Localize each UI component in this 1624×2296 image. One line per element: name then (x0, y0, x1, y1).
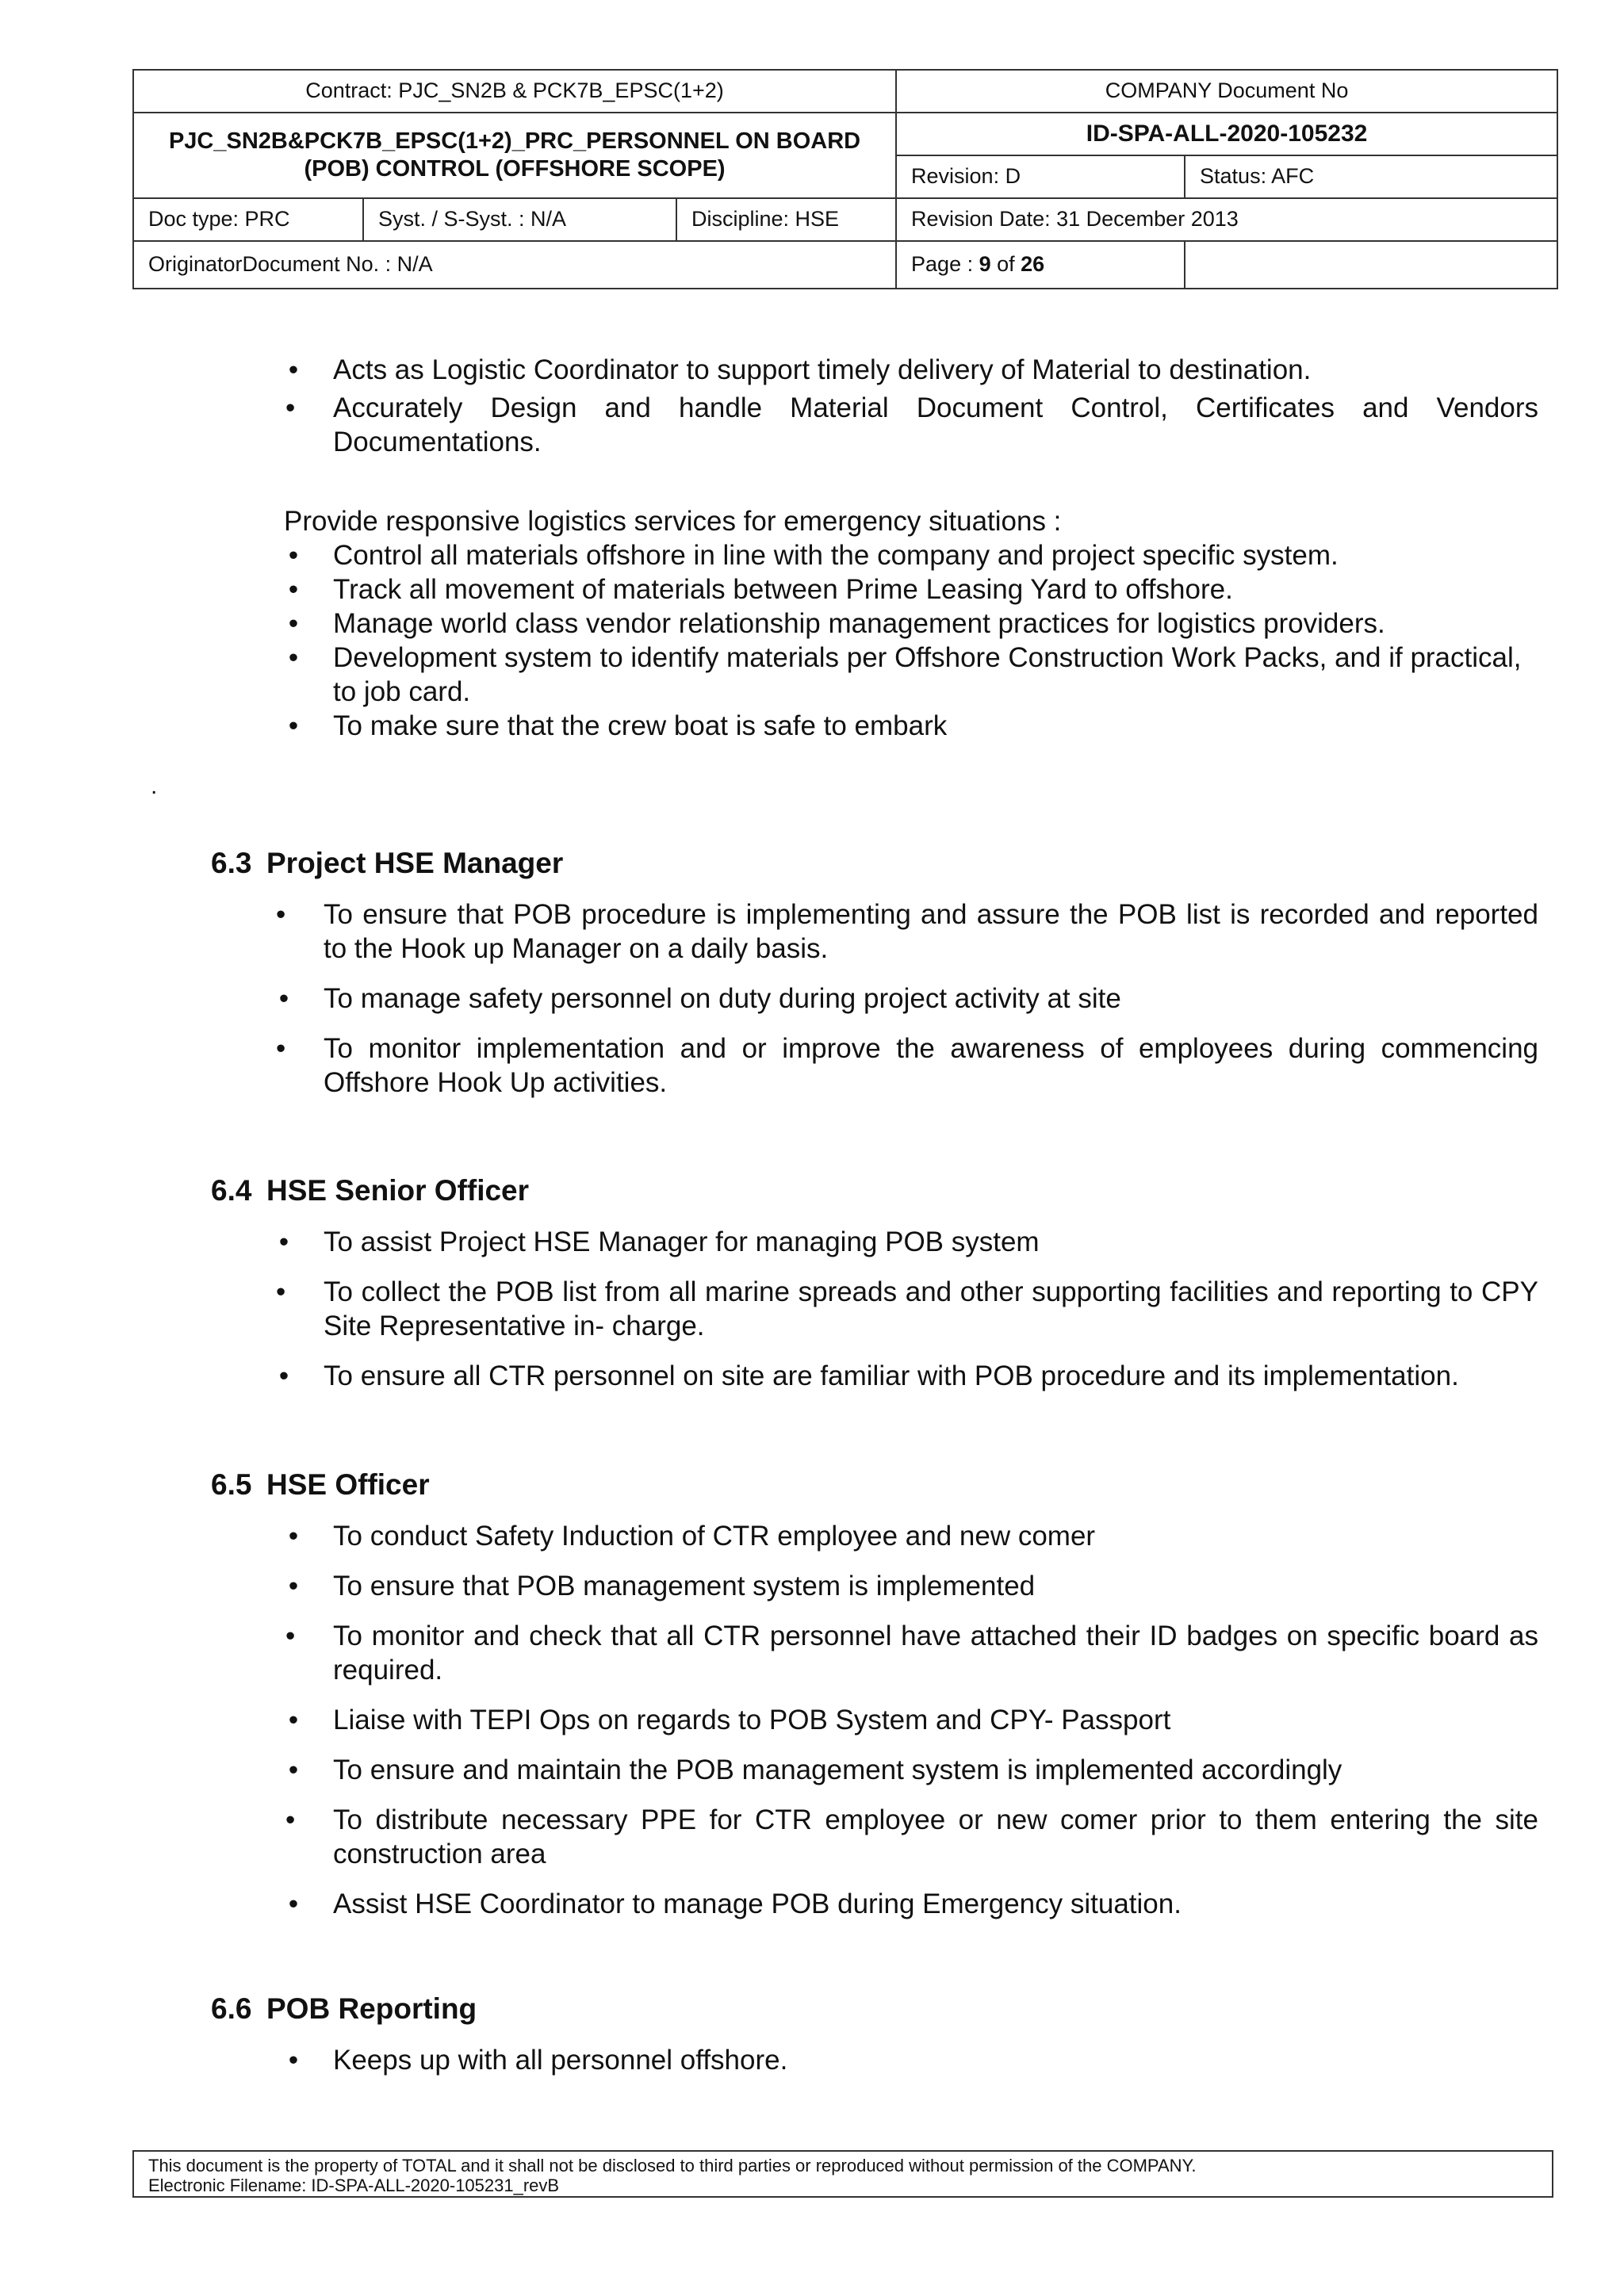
company-doc-number: ID-SPA-ALL-2020-105232 (896, 113, 1557, 155)
emergency-bullet-list (288, 538, 1538, 743)
list-item: • Control all materials offshore in line with the company and project specific system. (333, 538, 1538, 572)
bullet-icon: • (285, 392, 296, 423)
list-item: • Acts as Logistic Coordinator to support timely delivery of Material to destination. (333, 353, 1538, 387)
contract-cell: Contract: PJC_SN2B & PCK7B_EPSC(1+2) (133, 70, 896, 113)
footer-property-notice: This document is the property of TOTAL and it shall not be disclosed to third parties or reproduced without permission of the COMPANY. (148, 2156, 1197, 2175)
section-heading-6-6: 6.6 POB Reporting (211, 1992, 477, 2025)
company-doc-label: COMPANY Document No (896, 70, 1557, 113)
page-prefix: Page : (911, 252, 979, 277)
list-item: • Liaise with TEPI Ops on regards to POB System and CPY- Passport (333, 1703, 1538, 1737)
page-number: 9 (979, 252, 991, 277)
list-item: • To distribute necessary PPE for CTR employee or new comer prior to them entering the site construction area (285, 1804, 1538, 1869)
list-item: • To monitor implementation and or improve the awareness of employees during commencing Offshore Hook Up activities. (276, 1033, 1538, 1098)
list-item: • To conduct Safety Induction of CTR employee and new comer (333, 1519, 1538, 1553)
footer-filename: Electronic Filename: ID-SPA-ALL-2020-105231_revB (148, 2175, 560, 2195)
list-item: • To ensure that POB management system is implemented (333, 1569, 1538, 1603)
document-header-table (132, 69, 1558, 289)
list-item: • To ensure and maintain the POB management system is implemented accordingly (333, 1753, 1538, 1787)
bullet-icon: • (288, 574, 299, 605)
list-item: • Development system to identify materials per Offshore Construction Work Packs, and if practical, to job card. (333, 641, 1538, 709)
bullet-icon: • (288, 2045, 299, 2076)
stray-dot: . (151, 773, 158, 799)
bullet-icon: • (278, 1360, 289, 1391)
bullet-icon: • (276, 899, 286, 930)
list-item: • Accurately Design and handle Material Document Control, Certificates and Vendors Documentations. (285, 392, 1538, 457)
bullet-icon: • (288, 1705, 299, 1735)
page-cell (896, 241, 1185, 289)
section-heading-6-4: 6.4 HSE Senior Officer (211, 1174, 530, 1207)
list-item: • Keeps up with all personnel offshore. (333, 2043, 1538, 2077)
bullet-icon: • (288, 354, 299, 385)
list-item: • To collect the POB list from all marine spreads and other supporting facilities and reporting to CPY Site Representative in- charge. (276, 1276, 1538, 1341)
list-item: • To ensure that POB procedure is implementing and assure the POB list is recorded and reported to the Hook up Manager on a daily basis. (276, 899, 1538, 964)
syst-cell: Syst. / S-Syst. : N/A (363, 198, 676, 241)
list-item: • Track all movement of materials between Prime Leasing Yard to offshore. (333, 572, 1538, 607)
list-item: • To assist Project HSE Manager for managing POB system (324, 1225, 1538, 1259)
bullet-icon: • (278, 983, 289, 1014)
doc-type-cell: Doc type: PRC (133, 198, 363, 241)
discipline-cell: Discipline: HSE (676, 198, 896, 241)
bullet-icon: • (288, 608, 299, 639)
originator-cell: OriginatorDocument No. : N/A (133, 241, 896, 289)
list-item: • To make sure that the crew boat is safe to embark (333, 709, 1538, 743)
emergency-lead-text: Provide responsive logistics services for emergency situations : (284, 506, 1062, 537)
list-item: • To monitor and check that all CTR personnel have attached their ID badges on specific board as required. (285, 1621, 1538, 1686)
document-footer (132, 2150, 1553, 2198)
empty-cell (1185, 241, 1557, 289)
bullet-icon: • (288, 1755, 299, 1785)
revision-date-cell: Revision Date: 31 December 2013 (896, 198, 1557, 241)
bullet-icon: • (288, 642, 299, 673)
section-heading-6-3: 6.3 Project HSE Manager (211, 847, 564, 879)
section-6-6-list (288, 2043, 1538, 2077)
bullet-icon: • (276, 1276, 286, 1307)
bullet-icon: • (285, 1804, 296, 1835)
list-item: • Assist HSE Coordinator to manage POB during Emergency situation. (333, 1887, 1538, 1921)
bullet-icon: • (288, 1521, 299, 1552)
bullet-icon: • (278, 1226, 289, 1257)
bullet-icon: • (288, 540, 299, 571)
intro-bullet-list (285, 353, 1538, 459)
revision-cell: Revision: D (896, 155, 1185, 198)
page-total: 26 (1021, 252, 1045, 277)
status-cell: Status: AFC (1185, 155, 1557, 198)
section-6-3-list (276, 897, 1538, 1100)
page-of: of (990, 252, 1021, 277)
bullet-icon: • (288, 710, 299, 741)
section-6-4-list (276, 1225, 1538, 1393)
section-heading-6-5: 6.5 HSE Officer (211, 1468, 430, 1501)
section-6-5-list (285, 1519, 1538, 1921)
list-item: • To ensure all CTR personnel on site are familiar with POB procedure and its implementation. (324, 1359, 1538, 1393)
list-item: • Manage world class vendor relationship management practices for logistics providers. (333, 607, 1538, 641)
document-title: PJC_SN2B&PCK7B_EPSC(1+2)_PRC_PERSONNEL ON BOARD (POB) CONTROL (OFFSHORE SCOPE) (133, 113, 896, 198)
list-item: • To manage safety personnel on duty during project activity at site (324, 982, 1538, 1016)
bullet-icon: • (276, 1033, 286, 1064)
bullet-icon: • (288, 1888, 299, 1919)
bullet-icon: • (288, 1571, 299, 1601)
bullet-icon: • (285, 1621, 296, 1651)
